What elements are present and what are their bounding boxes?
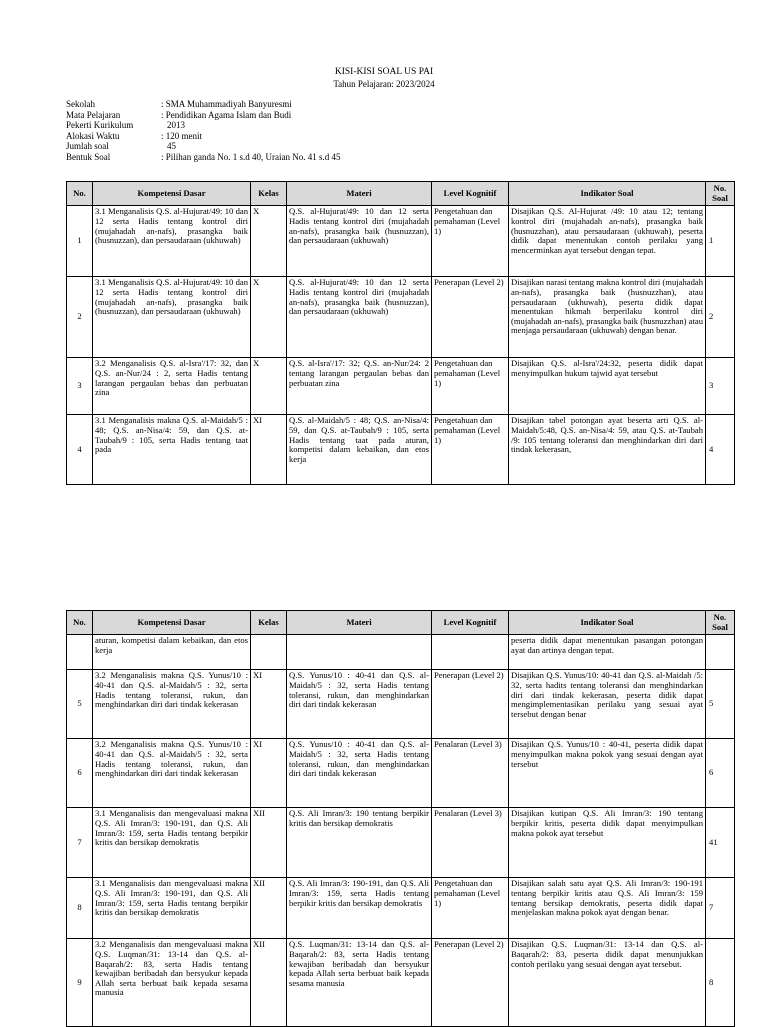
cell-kompetensi-dasar: 3.1 Menganalisis Q.S. al-Hujurat/49: 10 dan 12 serta Hadis tentang kontrol diri (mujahadah an-nafs), prasangka baik (husnuzzan), dan persaudaraan (ukhuwah): [93, 206, 251, 277]
table-row: [67, 206, 735, 277]
cell-no-soal: 1: [706, 206, 735, 277]
col-header-kompetensi-dasar: Kompetensi Dasar: [93, 182, 251, 206]
cell-materi: Q.S. al-Hujurat/49: 10 dan 12 serta Hadis tentang kontrol diri (mujahadah an-nafs), prasangka baik (husnuzzan), dan persaudaraan (ukhuwah): [287, 206, 432, 277]
cell-no: [67, 635, 93, 670]
cell-indikator-soal: Disajikan narasi tentang makna kontrol diri (mujahadah an-nafs), prasangka baik (husnuzzhan), atau persaudaraan (ukhuwah), peserta didik dapat menentukan hikmah berperilaku kontrol diri (mujahadah an-nafs), prasangka baik (husnuzzhan) atau menjaga persaudaraan (ukhuwah) dengan benar.: [509, 277, 706, 358]
table-row: [67, 739, 735, 808]
cell-level-kognitif: Penerapan (Level 2): [432, 277, 509, 358]
cell-kelas: XI: [251, 739, 287, 808]
cell-materi: Q.S. Yunus/10 : 40-41 dan Q.S. al- Maidah/5 : 32, serta Hadis tentang toleransi, rukun, dan menghindarkan diri dari tindak kekerasan: [287, 739, 432, 808]
cell-kompetensi-dasar: 3.2 Menganalisis makna Q.S. Yunus/10 : 40-41 dan Q.S. al-Maidah/5 : 32, serta Hadis tentang toleransi, rukun, dan menghindarkan diri dari tindak kekerasan: [93, 670, 251, 739]
col-header-level-kognitif: Level Kognitif: [432, 182, 509, 206]
info-value: : Pendidikan Agama Islam dan Budi: [161, 109, 292, 120]
cell-no: 7: [67, 808, 93, 878]
cell-materi: Q.S. al-Maidah/5 : 48; Q.S. an-Nisa/4: 59, dan Q.S. at-Taubah/9 : 105, serta Hadis tentang taat pada aturan, kompetisi dalam kebaikan, dan etos kerja: [287, 415, 432, 485]
cell-kelas: XI: [251, 415, 287, 485]
info-row: [66, 110, 340, 121]
cell-kompetensi-dasar: 3.2 Menganalisis makna Q.S. Yunus/10 : 40-41 dan Q.S. al-Maidah/5 : 32, serta Hadis tentang toleransi, rukun, dan menghindarkan diri dari tindak kekerasan: [93, 739, 251, 808]
cell-level-kognitif: Pengetahuan dan pemahaman (Level 1): [432, 358, 509, 415]
cell-materi: Q.S. Ali Imran/3: 190-191, dan Q.S. Ali Imran/3: 159, serta Hadis tentang berpikir kritis dan bersikap demokratis: [287, 878, 432, 939]
cell-level-kognitif: Penalaran (Level 3): [432, 808, 509, 878]
cell-kelas: X: [251, 277, 287, 358]
cell-no-soal: 41: [706, 808, 735, 878]
table-row: [67, 808, 735, 878]
cell-kelas: XII: [251, 808, 287, 878]
info-value: 2013: [167, 120, 185, 131]
cell-level-kognitif: Penerapan (Level 2): [432, 670, 509, 739]
table-row: [67, 939, 735, 1027]
cell-no: 9: [67, 939, 93, 1027]
col-header-kompetensi-dasar: Kompetensi Dasar: [93, 611, 251, 635]
cell-indikator-soal: Disajikan Q.S. Luqman/31: 13-14 dan Q.S. al- Baqarah/2: 83, peserta didik dapat menunjukkan contoh perilaku yang sesuai dengan ayat tersebut.: [509, 939, 706, 1027]
col-header-no-soal: No. Soal: [706, 182, 735, 206]
cell-kompetensi-dasar: 3.1 Menganalisis dan mengevaluasi makna Q.S. Ali Imran/3: 190-191, dan Q.S. Ali Imran/3: 159, serta Hadis tentang berpikir kritis dan bersikap demokratis: [93, 878, 251, 939]
cell-kelas: XI: [251, 670, 287, 739]
cell-kelas: XII: [251, 878, 287, 939]
cell-level-kognitif: Pengetahuan dan pemahaman (Level 1): [432, 206, 509, 277]
info-value: : 120 menit: [161, 130, 202, 141]
table-header-row: [67, 182, 735, 206]
cell-no-soal: 5: [706, 670, 735, 739]
cell-no: 2: [67, 277, 93, 358]
cell-kelas: [251, 635, 287, 670]
info-label: Mata Pelajaran: [66, 109, 121, 120]
info-row: [66, 131, 340, 142]
col-header-no: No.: [67, 611, 93, 635]
info-value: 45: [167, 141, 176, 152]
cell-no: 8: [67, 878, 93, 939]
grid-table-1: [66, 181, 735, 485]
table-row: [67, 358, 735, 415]
cell-kompetensi-dasar: 3.2 Menganalisis Q.S. al-Isra'/17: 32, dan Q.S. an-Nur/24 : 2, serta Hadis tentang larangan pergaulan bebas dan perbuatan zina: [93, 358, 251, 415]
col-header-level-kognitif: Level Kognitif: [432, 611, 509, 635]
cell-kompetensi-dasar: 3.1 Menganalisis dan mengevaluasi makna Q.S. Ali Imran/3: 190-191, dan Q.S. Ali Imran/3: 159, serta Hadis tentang berpikir kritis dan bersikap demokratis: [93, 808, 251, 878]
cell-materi: Q.S. Yunus/10 : 40-41 dan Q.S. al- Maidah/5 : 32, serta Hadis tentang toleransi, rukun, dan menghindarkan diri dari tindak kekerasan: [287, 670, 432, 739]
info-label: Sekolah: [66, 99, 95, 109]
cell-indikator-soal: Disajikan salah satu ayat Q.S. Ali Imran/3: 190-191 tentang berpikir kritis atau Q.S. Ali Imran/3: 159 tentang bersikap demokratis, peserta didik dapat menjelaskan makna pokok ayat dengan benar.: [509, 878, 706, 939]
cell-materi: [287, 635, 432, 670]
info-row: [66, 120, 340, 131]
document-title: KISI-KISI SOAL US PAI: [334, 67, 434, 77]
table-row: [67, 670, 735, 739]
info-row: [66, 99, 340, 110]
cell-kompetensi-dasar: 3.2 Menganalisis dan mengevaluasi makna Q.S. Luqman/31: 13-14 dan Q.S. al-Baqarah/2: 83, serta Hadis tentang kewajiban beribadah dan bersyukur kepada Allah serta berbuat baik kepada sesama manusia: [93, 939, 251, 1027]
cell-indikator-soal: Disajikan Q.S. al-Isra'/24:32, peserta didik dapat menyimpulkan hukum tajwid ayat tersebut: [509, 358, 706, 415]
cell-no-soal: 2: [706, 277, 735, 358]
cell-materi: Q.S. al-Hujurat/49: 10 dan 12 serta Hadis tentang kontrol diri (mujahadah an-nafs), prasangka baik (husnuzzan), dan persaudaraan (ukhuwah): [287, 277, 432, 358]
info-row: [66, 141, 340, 152]
col-header-kelas: Kelas: [251, 182, 287, 206]
cell-level-kognitif: Penerapan (Level 2): [432, 939, 509, 1027]
cell-materi: Q.S. Ali Imran/3: 190 tentang berpikir kritis dan bersikap demokratis: [287, 808, 432, 878]
cell-no-soal: 3: [706, 358, 735, 415]
cell-kelas: X: [251, 358, 287, 415]
cell-no-soal: 8: [706, 939, 735, 1027]
cell-level-kognitif: [432, 635, 509, 670]
info-value: : SMA Muhammadiyah Banyuresmi: [161, 99, 292, 109]
cell-indikator-soal: peserta didik dapat menentukan pasangan potongan ayat dan artinya dengan tepat.: [509, 635, 706, 670]
cell-no-soal: 6: [706, 739, 735, 808]
table-header-row: [67, 611, 735, 635]
cell-materi: Q.S. al-Isra'/17: 32; Q.S. an-Nur/24: 2 tentang larangan pergaulan bebas dan perbuatan zina: [287, 358, 432, 415]
cell-kompetensi-dasar: 3.1 Menganalisis Q.S. al-Hujurat/49: 10 dan 12 serta Hadis tentang kontrol diri (mujahadah an-nafs), prasangka baik (husnuzzan), dan persaudaraan (ukhuwah): [93, 277, 251, 358]
col-header-indikator-soal: Indikator Soal: [509, 611, 706, 635]
cell-level-kognitif: Penalaran (Level 3): [432, 739, 509, 808]
table-row: [67, 878, 735, 939]
cell-no: 1: [67, 206, 93, 277]
cell-no-soal: 7: [706, 878, 735, 939]
info-label: Alokasi Waktu: [66, 130, 120, 141]
cell-no: 3: [67, 358, 93, 415]
info-label: Pekerti Kurikulum: [66, 120, 134, 131]
academic-year: Tahun Pelajaran: 2023/2024: [333, 79, 435, 89]
cell-no-soal: [706, 635, 735, 670]
cell-indikator-soal: Disajikan Q.S. Yunus/10: 40-41 dan Q.S. al-Maidah /5: 32, serta hadits tentang toleransi dan menghindarkan diri dari tindak kekerasan, peserta didik dapat mengimplementasikan perilaku yang sesuai ayat tersebut dengan benar: [509, 670, 706, 739]
cell-no-soal: 4: [706, 415, 735, 485]
col-header-indikator-soal: Indikator Soal: [509, 182, 706, 206]
col-header-no-soal: No. Soal: [706, 611, 735, 635]
info-label: Bentuk Soal: [66, 151, 111, 162]
cell-no: 6: [67, 739, 93, 808]
cell-indikator-soal: Disajikan Q.S. Yunus/10 : 40-41, peserta didik dapat menyimpulkan makna pokok yang sesuai dengan ayat tersebut: [509, 739, 706, 808]
cell-indikator-soal: Disajikan kutipan Q.S. Ali Imran/3: 190 tentang berpikir kritis, peserta didik dapat menyimpulkan makna pokok ayat tersebut: [509, 808, 706, 878]
cell-no: 5: [67, 670, 93, 739]
cell-materi: Q.S. Luqman/31: 13-14 dan Q.S. al-Baqarah/2: 83, serta Hadis tentang kewajiban beribadah dan bersyukur kepada Allah serta berbuat baik kepada sesama manusia: [287, 939, 432, 1027]
document-info: [66, 99, 340, 163]
info-value: : Pilihan ganda No. 1 s.d 40, Uraian No. 41 s.d 45: [161, 151, 341, 162]
cell-no: 4: [67, 415, 93, 485]
cell-kompetensi-dasar: 3.1 Menganalisis makna Q.S. al-Maidah/5 : 48; Q.S. an-Nisa/4: 59, dan Q.S. at-Taubah/9 : 105, serta Hadis tentang taat pada: [93, 415, 251, 485]
cell-indikator-soal: Disajikan tabel potongan ayat beserta arti Q.S. al-Maidah/5:48, Q.S. an-Nisa/4: 59, atau Q.S. at-Taubah /9: 105 tentang toleransi dan menghindarkan diri dari tindak kekerasan,: [509, 415, 706, 485]
info-row: [66, 152, 340, 163]
col-header-materi: Materi: [287, 182, 432, 206]
col-header-materi: Materi: [287, 611, 432, 635]
cell-indikator-soal: Disajikan Q.S. Al-Hujurat /49: 10 atau 12; tentang kontrol diri (mujahadah an-nafs), prasangka baik (husnuzzhan), atau persaudaraan (ukhuwah), peserta didik dapat menentukan contoh perilaku yang mencerminkan ayat tersebut dengan tepat.: [509, 206, 706, 277]
table-row: [67, 277, 735, 358]
cell-kelas: XII: [251, 939, 287, 1027]
col-header-kelas: Kelas: [251, 611, 287, 635]
cell-kelas: X: [251, 206, 287, 277]
info-label: Jumlah soal: [66, 141, 109, 152]
table-row: [67, 635, 735, 670]
grid-table-2: [66, 610, 735, 1027]
cell-level-kognitif: Pengetahuan dan pemahaman (Level 1): [432, 878, 509, 939]
cell-level-kognitif: Pengetahuan dan pemahaman (Level 1): [432, 415, 509, 485]
cell-kompetensi-dasar: aturan, kompetisi dalam kebaikan, dan etos kerja: [93, 635, 251, 670]
col-header-no: No.: [67, 182, 93, 206]
table-row: [67, 415, 735, 485]
